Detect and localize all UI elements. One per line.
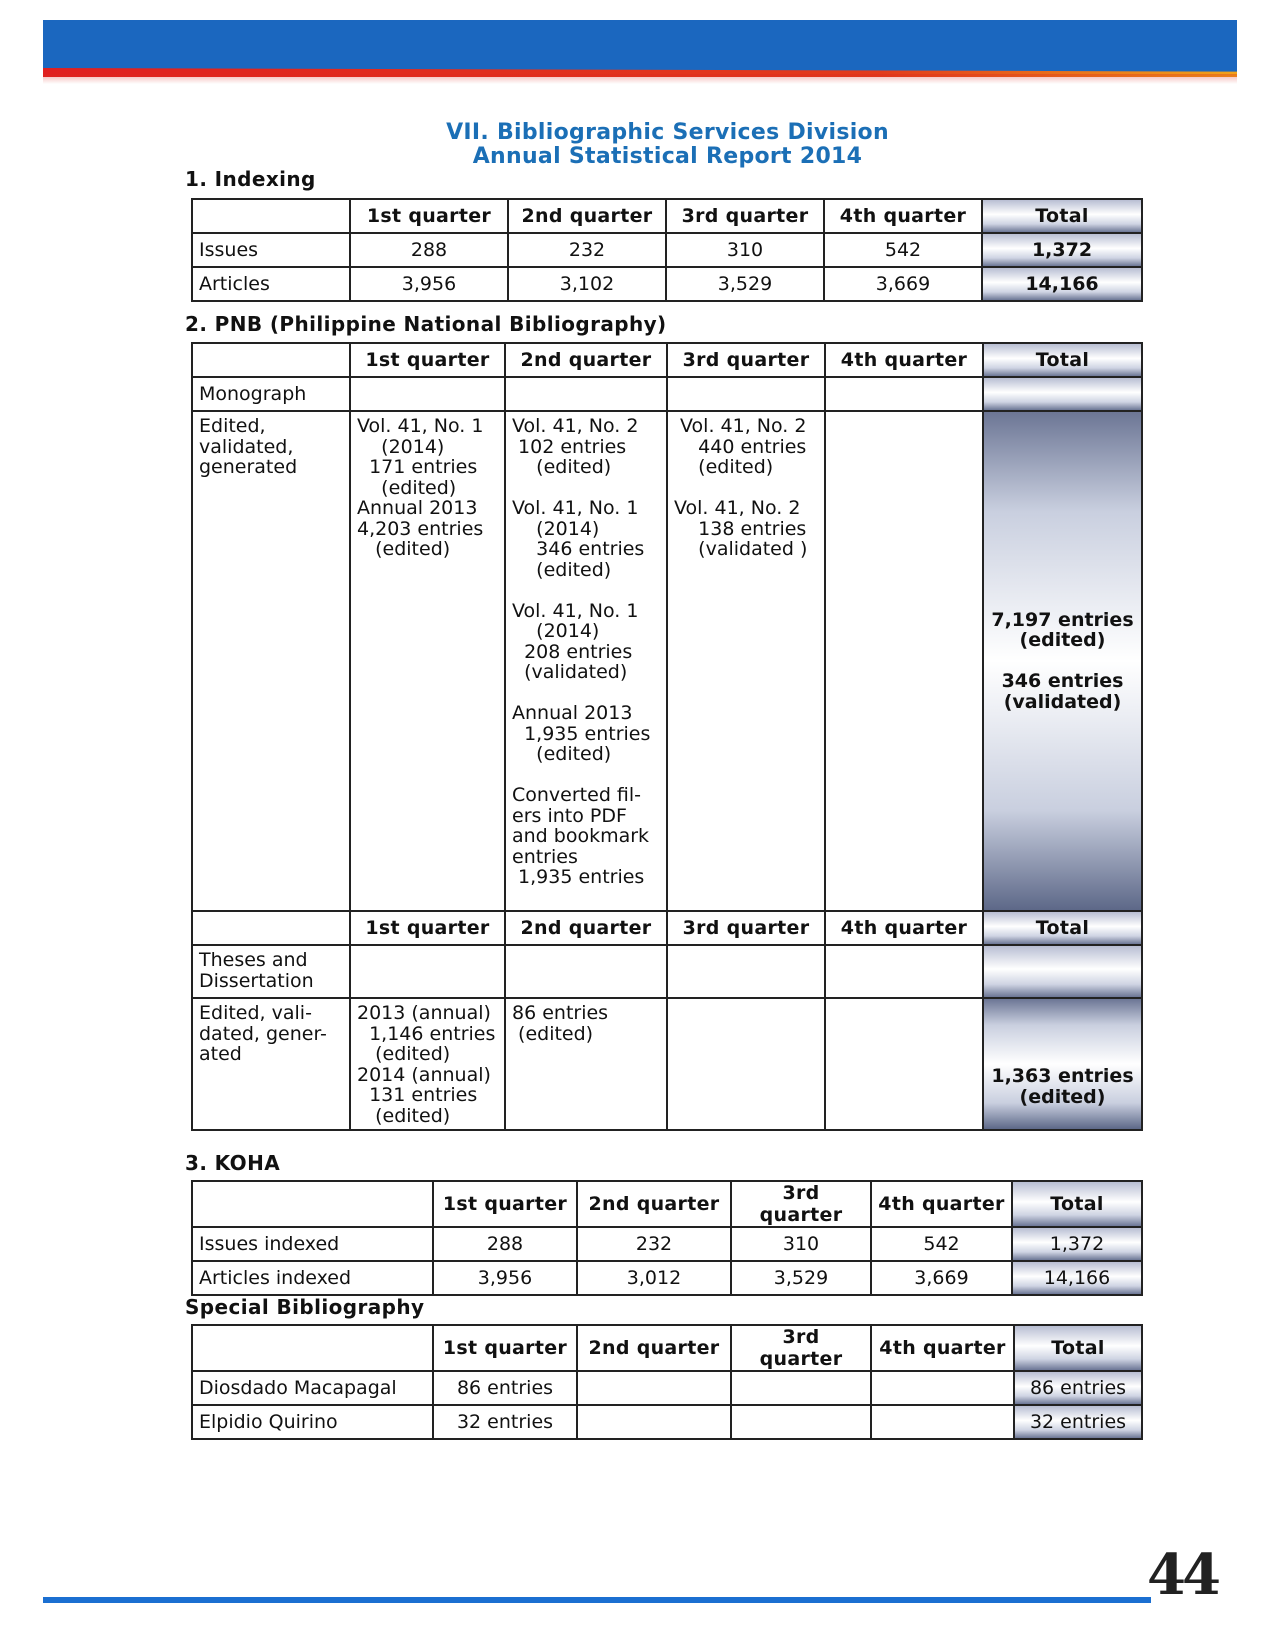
cell: 288 [350, 233, 508, 267]
total-cell: 32 entries [1014, 1405, 1142, 1439]
header-cell: 1st quarter [433, 1325, 577, 1371]
table-row [192, 998, 1142, 1130]
table-row [192, 267, 1142, 301]
cell: 32 entries [433, 1405, 577, 1439]
header-cell: 2nd quarter [505, 343, 667, 377]
pnb-table [191, 342, 1143, 1131]
cell [667, 377, 825, 411]
cell [825, 998, 983, 1130]
cell: 542 [824, 233, 982, 267]
header-cell-total: Total [1012, 1181, 1142, 1227]
cell [577, 1405, 731, 1439]
header-banner-shadow [43, 74, 1237, 84]
table-header-row [192, 343, 1142, 377]
header-cell: 3rd quarter [667, 911, 825, 945]
total-cell: 7,197 entries (edited) 346 entries (validated) [983, 411, 1142, 911]
table-header-row [192, 911, 1142, 945]
page-number: 44 [1147, 1542, 1217, 1608]
row-label: Edited, vali- dated, gener- ated [192, 998, 350, 1130]
cell: Vol. 41, No. 2 102 entries (edited) Vol. 41, No. 1 (2014) 346 entries (edited) Vol. 41, No. 1 (2014) 208 entries (validated) Annual 2013 1,935 entries (edited) Converted fil- ers into PDF and bookmark entries 1,935 entries [505, 411, 667, 911]
cell [350, 945, 505, 998]
cell: 2013 (annual) 1,146 entries (edited) 2014 (annual) 131 entries (edited) [350, 998, 505, 1130]
header-cell: 2nd quarter [577, 1325, 731, 1371]
row-label: Monograph [192, 377, 350, 411]
header-cell: 4th quarter [871, 1325, 1014, 1371]
header-cell: 4th quarter [871, 1181, 1012, 1227]
table-header-row [192, 199, 1142, 233]
cell: 86 entries [433, 1371, 577, 1405]
row-label: Issues [192, 233, 350, 267]
cell [350, 377, 505, 411]
cell: 3,956 [350, 267, 508, 301]
header-cell: 2nd quarter [505, 911, 667, 945]
total-cell: 1,372 [1012, 1227, 1142, 1261]
table-row [192, 945, 1142, 998]
total-cell: 86 entries [1014, 1371, 1142, 1405]
cell: Vol. 41, No. 1 (2014) 171 entries (edited) Annual 2013 4,203 entries (edited) [350, 411, 505, 911]
cell [871, 1371, 1014, 1405]
section-indexing-heading: 1. Indexing [185, 167, 316, 191]
header-cell [192, 343, 350, 377]
header-banner [43, 20, 1237, 75]
cell [731, 1371, 871, 1405]
row-label: Elpidio Quirino [192, 1405, 433, 1439]
total-cell: 14,166 [982, 267, 1142, 301]
table-header-row [192, 1181, 1142, 1227]
section-special-heading: Special Bibliography [185, 1295, 425, 1319]
table-header-row [192, 1325, 1142, 1371]
total-cell: 1,363 entries (edited) [983, 998, 1142, 1130]
row-label: Theses and Dissertation [192, 945, 350, 998]
cell: 310 [666, 233, 824, 267]
header-cell: 1st quarter [350, 199, 508, 233]
indexing-table [191, 198, 1143, 302]
cell [731, 1405, 871, 1439]
table-row [192, 411, 1142, 911]
header-cell: 1st quarter [350, 343, 505, 377]
footer-line [43, 1597, 1151, 1603]
cell: 288 [433, 1227, 577, 1261]
header-cell: 2nd quarter [508, 199, 666, 233]
total-cell [983, 377, 1142, 411]
report-title: VII. Bibliographic Services Division [446, 120, 889, 145]
section-koha-heading: 3. KOHA [185, 1151, 281, 1175]
header-cell [192, 911, 350, 945]
header-cell [192, 1181, 433, 1227]
header-cell: 3rd quarter [731, 1181, 871, 1227]
cell [825, 411, 983, 911]
koha-table [191, 1180, 1143, 1296]
row-label: Diosdado Macapagal [192, 1371, 433, 1405]
cell [825, 377, 983, 411]
header-cell: 1st quarter [433, 1181, 577, 1227]
header-cell: 1st quarter [350, 911, 505, 945]
cell [667, 998, 825, 1130]
header-cell: 3rd quarter [667, 343, 825, 377]
table-row [192, 1371, 1142, 1405]
special-table [191, 1324, 1143, 1440]
header-cell: 4th quarter [825, 343, 983, 377]
row-label: Edited, validated, generated [192, 411, 350, 911]
cell: Vol. 41, No. 2 440 entries (edited) Vol. 41, No. 2 138 entries (validated ) [667, 411, 825, 911]
header-cell [192, 1325, 433, 1371]
header-cell: 4th quarter [825, 911, 983, 945]
header-cell [192, 199, 350, 233]
cell [505, 945, 667, 998]
header-cell: 4th quarter [824, 199, 982, 233]
header-cell: 3rd quarter [666, 199, 824, 233]
cell: 310 [731, 1227, 871, 1261]
cell [871, 1405, 1014, 1439]
report-subtitle: Annual Statistical Report 2014 [472, 144, 863, 169]
section-pnb-heading: 2. PNB (Philippine National Bibliography) [185, 312, 667, 336]
row-label: Issues indexed [192, 1227, 433, 1261]
cell: 3,956 [433, 1261, 577, 1295]
total-cell: 1,372 [982, 233, 1142, 267]
cell: 3,529 [666, 267, 824, 301]
table-row [192, 1227, 1142, 1261]
cell [505, 377, 667, 411]
header-cell-total: Total [983, 911, 1142, 945]
cell [825, 945, 983, 998]
cell [667, 945, 825, 998]
table-row [192, 1405, 1142, 1439]
cell: 542 [871, 1227, 1012, 1261]
cell: 3,012 [577, 1261, 731, 1295]
cell: 232 [508, 233, 666, 267]
cell: 3,669 [824, 267, 982, 301]
cell: 3,529 [731, 1261, 871, 1295]
table-row [192, 233, 1142, 267]
cell: 232 [577, 1227, 731, 1261]
cell [577, 1371, 731, 1405]
header-cell: 3rd quarter [731, 1325, 871, 1371]
header-cell: 2nd quarter [577, 1181, 731, 1227]
row-label: Articles [192, 267, 350, 301]
table-row [192, 377, 1142, 411]
header-cell-total: Total [1014, 1325, 1142, 1371]
cell: 3,102 [508, 267, 666, 301]
total-cell: 14,166 [1012, 1261, 1142, 1295]
table-row [192, 1261, 1142, 1295]
cell: 3,669 [871, 1261, 1012, 1295]
cell: 86 entries (edited) [505, 998, 667, 1130]
row-label: Articles indexed [192, 1261, 433, 1295]
total-cell [983, 945, 1142, 998]
header-cell-total: Total [982, 199, 1142, 233]
header-cell-total: Total [983, 343, 1142, 377]
